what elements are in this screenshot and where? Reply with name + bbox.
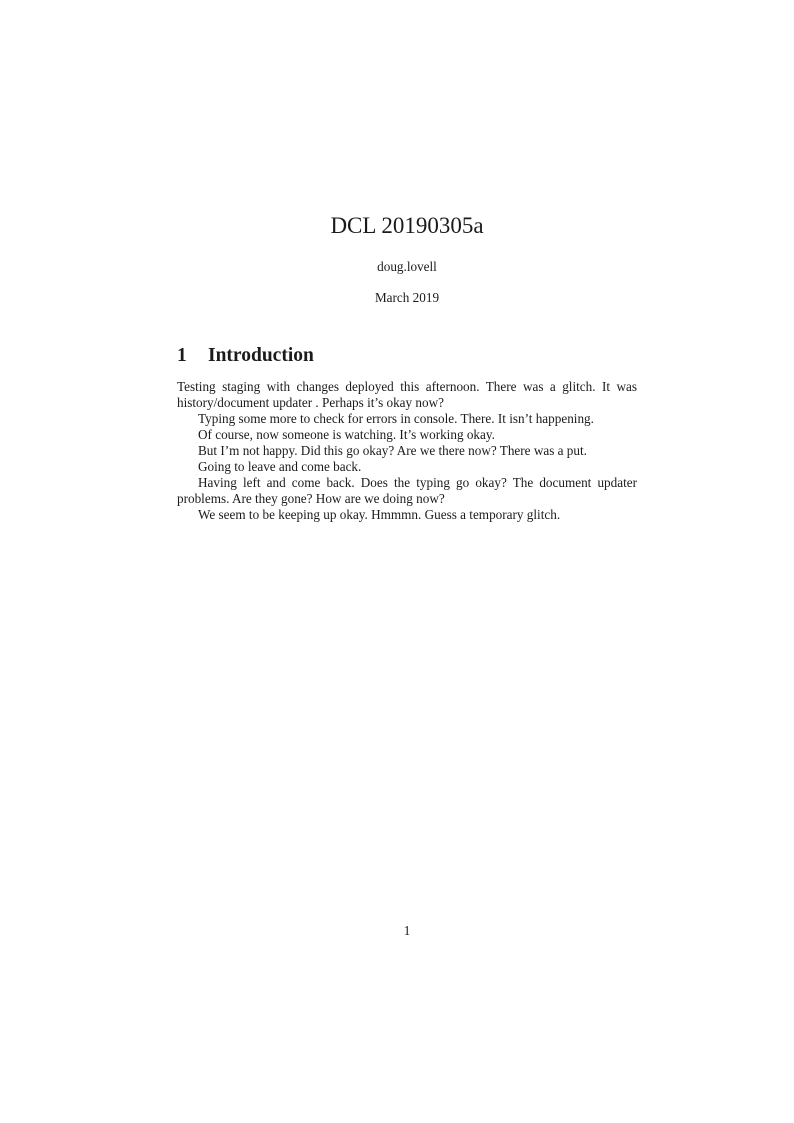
document-content	[177, 0, 637, 523]
paragraph: We seem to be keeping up okay. Hmmmn. Guess a temporary glitch.	[198, 506, 561, 522]
section-number: 1	[177, 344, 187, 366]
document-body	[177, 379, 637, 523]
title-block	[177, 0, 637, 306]
paragraph: Typing some more to check for errors in console. There. It isn’t happening.	[198, 410, 594, 426]
document-author: doug.lovell	[377, 258, 437, 274]
page-number: 1	[403, 923, 411, 938]
paragraph: Going to leave and come back.	[198, 458, 362, 474]
section-heading	[177, 344, 637, 367]
paragraph: Having left and come back. Does the typing go okay? The document updater problems. Are they gone? How are we doing now?	[177, 474, 637, 506]
document-date: March 2019	[374, 289, 440, 305]
section-title: Introduction	[208, 344, 314, 366]
paragraph: Testing staging with changes deployed this afternoon. There was a glitch. It was history/document updater . Perhaps it’s okay now?	[177, 378, 637, 410]
document-title: DCL 20190305a	[330, 213, 484, 238]
paragraph: Of course, now someone is watching. It’s working okay.	[198, 426, 495, 442]
paragraph: But I’m not happy. Did this go okay? Are we there now? There was a put.	[198, 442, 587, 458]
